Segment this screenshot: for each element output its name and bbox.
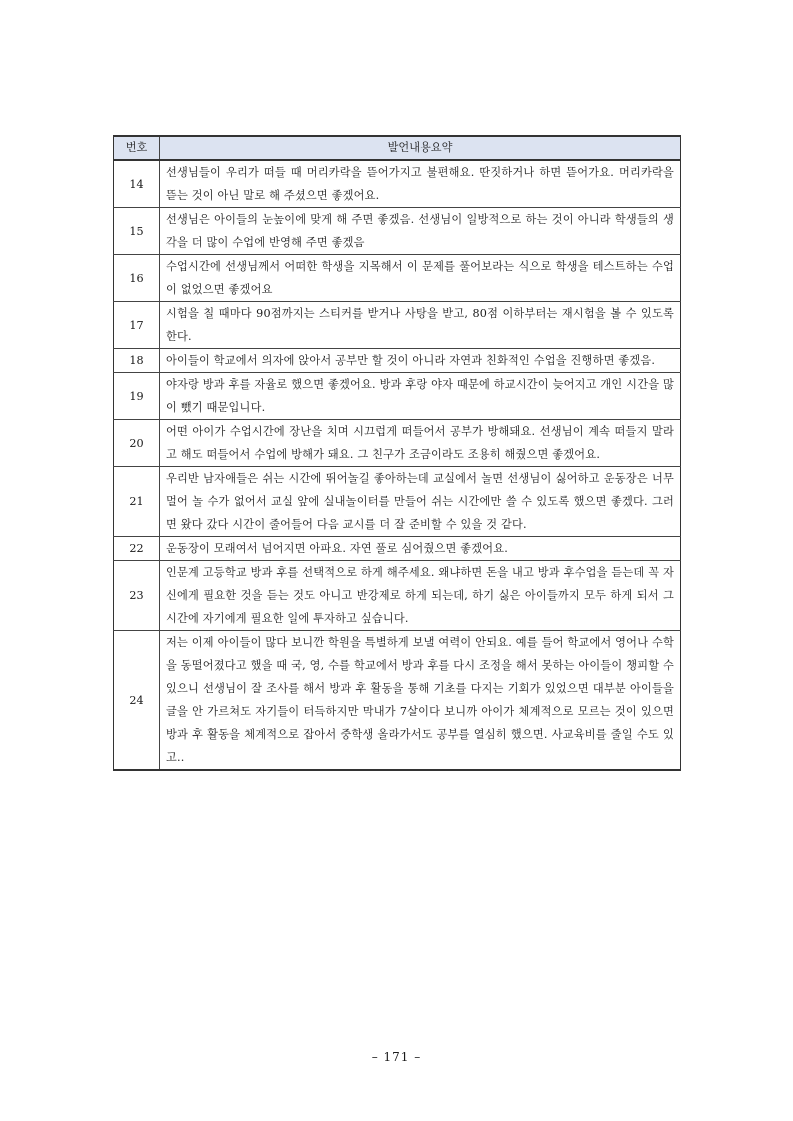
row-summary: 저는 이제 아이들이 많다 보니깐 학원을 특별하게 보낼 여력이 안되요. 예를 들어 학교에서 영어나 수학을 동떨어졌다고 했을 때 국, 영, 수를 학교에서 방과 후를 다시 조정을 해서 못하는 아이들이 챙피할 수 있으니 선생님이 잘 조사를 해서 방과 후 활동을 통해 기초를 다지는 기회가 있었으면 대부분 아이들을 글을 안 가르쳐도 자기들이 터득하지만 막내가 7살이다 보니까 아이가 체계적으로 모르는 것이 있으면 방과 후 활동을 체계적으로 잡아서 중학생 올라가서도 공부를 열심히 했으면. 사교육비를 줄일 수도 있고.. (160, 631, 681, 771)
table-row (114, 208, 681, 255)
table-row (114, 537, 681, 561)
row-summary: 우리반 남자애들은 쉬는 시간에 뛰어놀길 좋아하는데 교실에서 놀면 선생님이 싫어하고 운동장은 너무 멀어 놀 수가 없어서 교실 앞에 실내놀이터를 만들어 쉬는 시간에만 쓸 수 있도록 했으면 좋겠다. 그러면 왔다 갔다 시간이 줄어들어 다음 교시를 더 잘 준비할 수 있을 것 같다. (160, 467, 681, 537)
row-summary: 어떤 아이가 수업시간에 장난을 치며 시끄럽게 떠들어서 공부가 방해돼요. 선생님이 계속 떠들지 말라고 해도 떠들어서 수업에 방해가 돼요. 그 친구가 조금이라도 조용히 해줬으면 좋겠어요. (160, 420, 681, 467)
row-number: 17 (114, 302, 160, 349)
table-row (114, 373, 681, 420)
row-number: 18 (114, 349, 160, 373)
row-summary: 시험을 칠 때마다 90점까지는 스티커를 받거나 사탕을 받고, 80점 이하부터는 재시험을 볼 수 있도록 한다. (160, 302, 681, 349)
row-number: 23 (114, 561, 160, 631)
table-row (114, 349, 681, 373)
table-header-row (114, 136, 681, 160)
opinion-summary-table (113, 135, 681, 771)
row-summary: 수업시간에 선생님께서 어떠한 학생을 지목해서 이 문제를 풀어보라는 식으로 학생을 테스트하는 수업이 없었으면 좋겠어요 (160, 255, 681, 302)
table-row (114, 467, 681, 537)
row-number: 21 (114, 467, 160, 537)
row-number: 15 (114, 208, 160, 255)
table-row (114, 160, 681, 208)
row-summary: 인문계 고등학교 방과 후를 선택적으로 하게 해주세요. 왜냐하면 돈을 내고 방과 후수업을 듣는데 꼭 자신에게 필요한 것을 듣는 것도 아니고 반강제로 하게 되는데, 하기 싫은 아이들까지 모두 하게 되서 그 시간에 자기에게 필요한 일에 투자하고 싶습니다. (160, 561, 681, 631)
header-summary: 발언내용요약 (160, 136, 681, 160)
row-summary: 선생님은 아이들의 눈높이에 맞게 해 주면 좋겠음. 선생님이 일방적으로 하는 것이 아니라 학생들의 생각을 더 많이 수업에 반영해 주면 좋겠음 (160, 208, 681, 255)
header-number: 번호 (114, 136, 160, 160)
row-number: 16 (114, 255, 160, 302)
row-number: 20 (114, 420, 160, 467)
table-row (114, 420, 681, 467)
table-row (114, 255, 681, 302)
row-summary: 선생님들이 우리가 떠들 때 머리카락을 뜯어가지고 불편해요. 딴짓하거나 하면 뜯어가요. 머리카락을 뜯는 것이 아닌 말로 해 주셨으면 좋겠어요. (160, 160, 681, 208)
page-number: – 171 – (371, 1050, 422, 1064)
row-summary: 야자랑 방과 후를 자율로 했으면 좋겠어요. 방과 후랑 야자 때문에 하교시간이 늦어지고 개인 시간을 많이 뺐기 때문입니다. (160, 373, 681, 420)
row-summary: 운동장이 모래여서 넘어지면 아파요. 자연 풀로 심어줬으면 좋겠어요. (160, 537, 681, 561)
row-number: 24 (114, 631, 160, 771)
table-row (114, 561, 681, 631)
row-number: 22 (114, 537, 160, 561)
row-summary: 아이들이 학교에서 의자에 앉아서 공부만 할 것이 아니라 자연과 친화적인 수업을 진행하면 좋겠음. (160, 349, 681, 373)
table-row (114, 631, 681, 771)
row-number: 14 (114, 160, 160, 208)
table-row (114, 302, 681, 349)
row-number: 19 (114, 373, 160, 420)
